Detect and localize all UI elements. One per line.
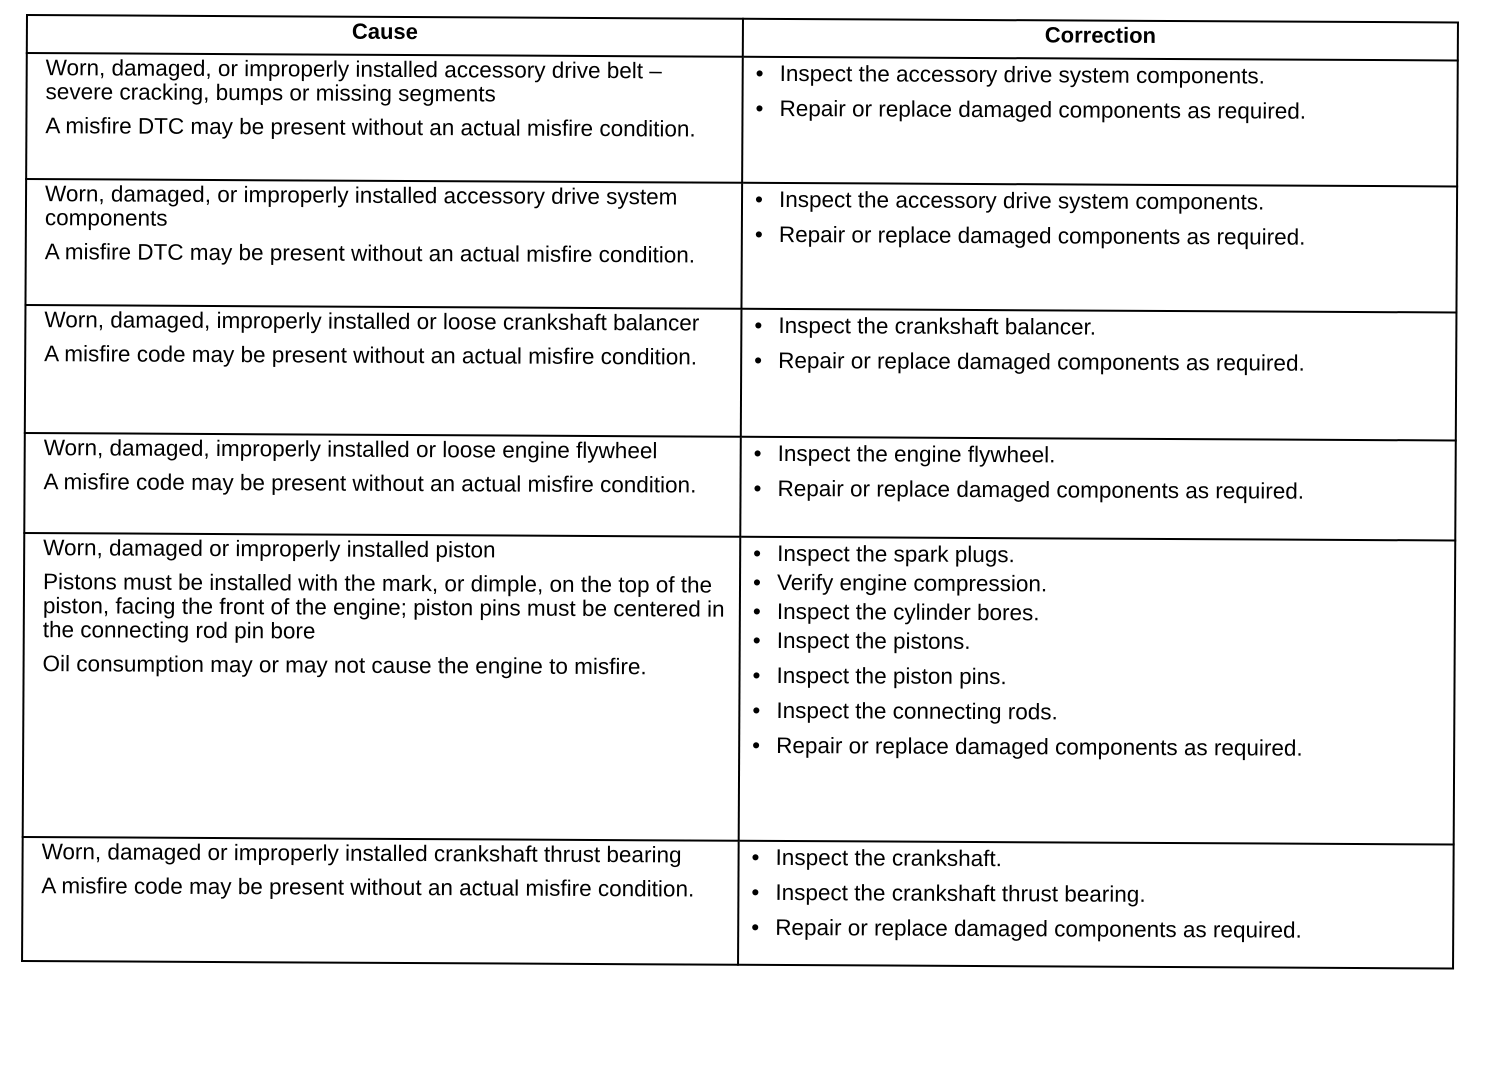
cause-cell	[22, 837, 739, 965]
correction-item: • Inspect the crankshaft thrust bearing.	[775, 881, 1440, 908]
cause-text: A misfire code may be present without an actual misfire condition.	[41, 873, 695, 902]
correction-list	[779, 188, 1444, 250]
correction-list	[778, 314, 1443, 376]
cause-text: Worn, damaged, or improperly installed accessory drive system components	[44, 181, 678, 231]
cause-text: Pistons must be installed with the mark, or dimple, on the top of the piston, facing the front of the engine; piston pins must be centered in the connecting rod pin bore	[42, 569, 725, 644]
correction-cell	[740, 437, 1456, 541]
correction-header: Correction	[743, 19, 1458, 61]
correction-item: • Inspect the crankshaft.	[776, 846, 1441, 873]
table-row	[24, 433, 1456, 540]
table-row	[23, 533, 1456, 844]
correction-cell	[739, 537, 1456, 845]
correction-item: • Inspect the cylinder bores.	[777, 600, 1442, 627]
correction-item: • Inspect the piston pins.	[776, 664, 1441, 691]
correction-item: • Repair or replace damaged components as required.	[778, 349, 1443, 376]
correction-list	[777, 442, 1442, 504]
cause-text: A misfire DTC may be present without an actual misfire condition.	[45, 113, 696, 142]
cause-text: A misfire code may be present without an actual misfire condition.	[44, 341, 698, 370]
correction-item: • Inspect the accessory drive system components.	[780, 62, 1445, 89]
correction-item: • Inspect the crankshaft balancer.	[778, 314, 1443, 341]
correction-item: • Inspect the connecting rods.	[776, 699, 1441, 726]
correction-item: • Inspect the spark plugs.	[777, 542, 1442, 569]
cause-cell	[23, 533, 741, 841]
cause-text: Worn, damaged or improperly installed piston	[43, 535, 496, 563]
cause-cell	[25, 305, 742, 437]
cause-text: Worn, damaged, improperly installed or loose crankshaft balancer	[44, 307, 700, 336]
correction-list	[779, 62, 1444, 124]
table-row	[25, 179, 1457, 312]
correction-item: • Repair or replace damaged components as required.	[779, 97, 1444, 124]
cause-text: Worn, damaged, or improperly installed accessory drive belt – severe cracking, bumps or missing segments	[45, 55, 662, 107]
correction-item: • Repair or replace damaged components as required.	[776, 734, 1441, 761]
correction-item: • Repair or replace damaged components as required.	[777, 477, 1442, 504]
correction-item: • Inspect the accessory drive system components.	[779, 188, 1444, 215]
correction-item: • Inspect the pistons.	[777, 629, 1442, 656]
correction-item: • Repair or replace damaged components as required.	[779, 223, 1444, 250]
table-row	[22, 837, 1454, 968]
cause-text: A misfire code may be present without an actual misfire condition.	[43, 469, 697, 498]
correction-list	[776, 542, 1442, 761]
cause-text: Worn, damaged or improperly installed crankshaft thrust bearing	[41, 839, 682, 868]
correction-list	[775, 846, 1440, 943]
correction-item: • Verify engine compression.	[777, 571, 1442, 598]
table-row	[26, 53, 1458, 186]
cause-correction-table	[21, 14, 1459, 969]
correction-cell	[742, 57, 1458, 187]
cause-cell	[24, 433, 741, 537]
correction-cell	[741, 309, 1457, 441]
correction-item: • Repair or replace damaged components as required.	[775, 916, 1440, 943]
cause-cell	[26, 53, 743, 183]
correction-cell	[741, 183, 1457, 313]
cause-text: Oil consumption may or may not cause the engine to misfire.	[42, 651, 647, 680]
table-row	[25, 305, 1457, 440]
cause-text: Worn, damaged, improperly installed or loose engine flywheel	[43, 435, 658, 464]
cause-text: A misfire DTC may be present without an actual misfire condition.	[44, 239, 696, 268]
cause-cell	[25, 179, 742, 309]
correction-cell	[738, 841, 1454, 969]
cause-header: Cause	[27, 15, 743, 57]
correction-item: • Inspect the engine flywheel.	[778, 442, 1443, 469]
